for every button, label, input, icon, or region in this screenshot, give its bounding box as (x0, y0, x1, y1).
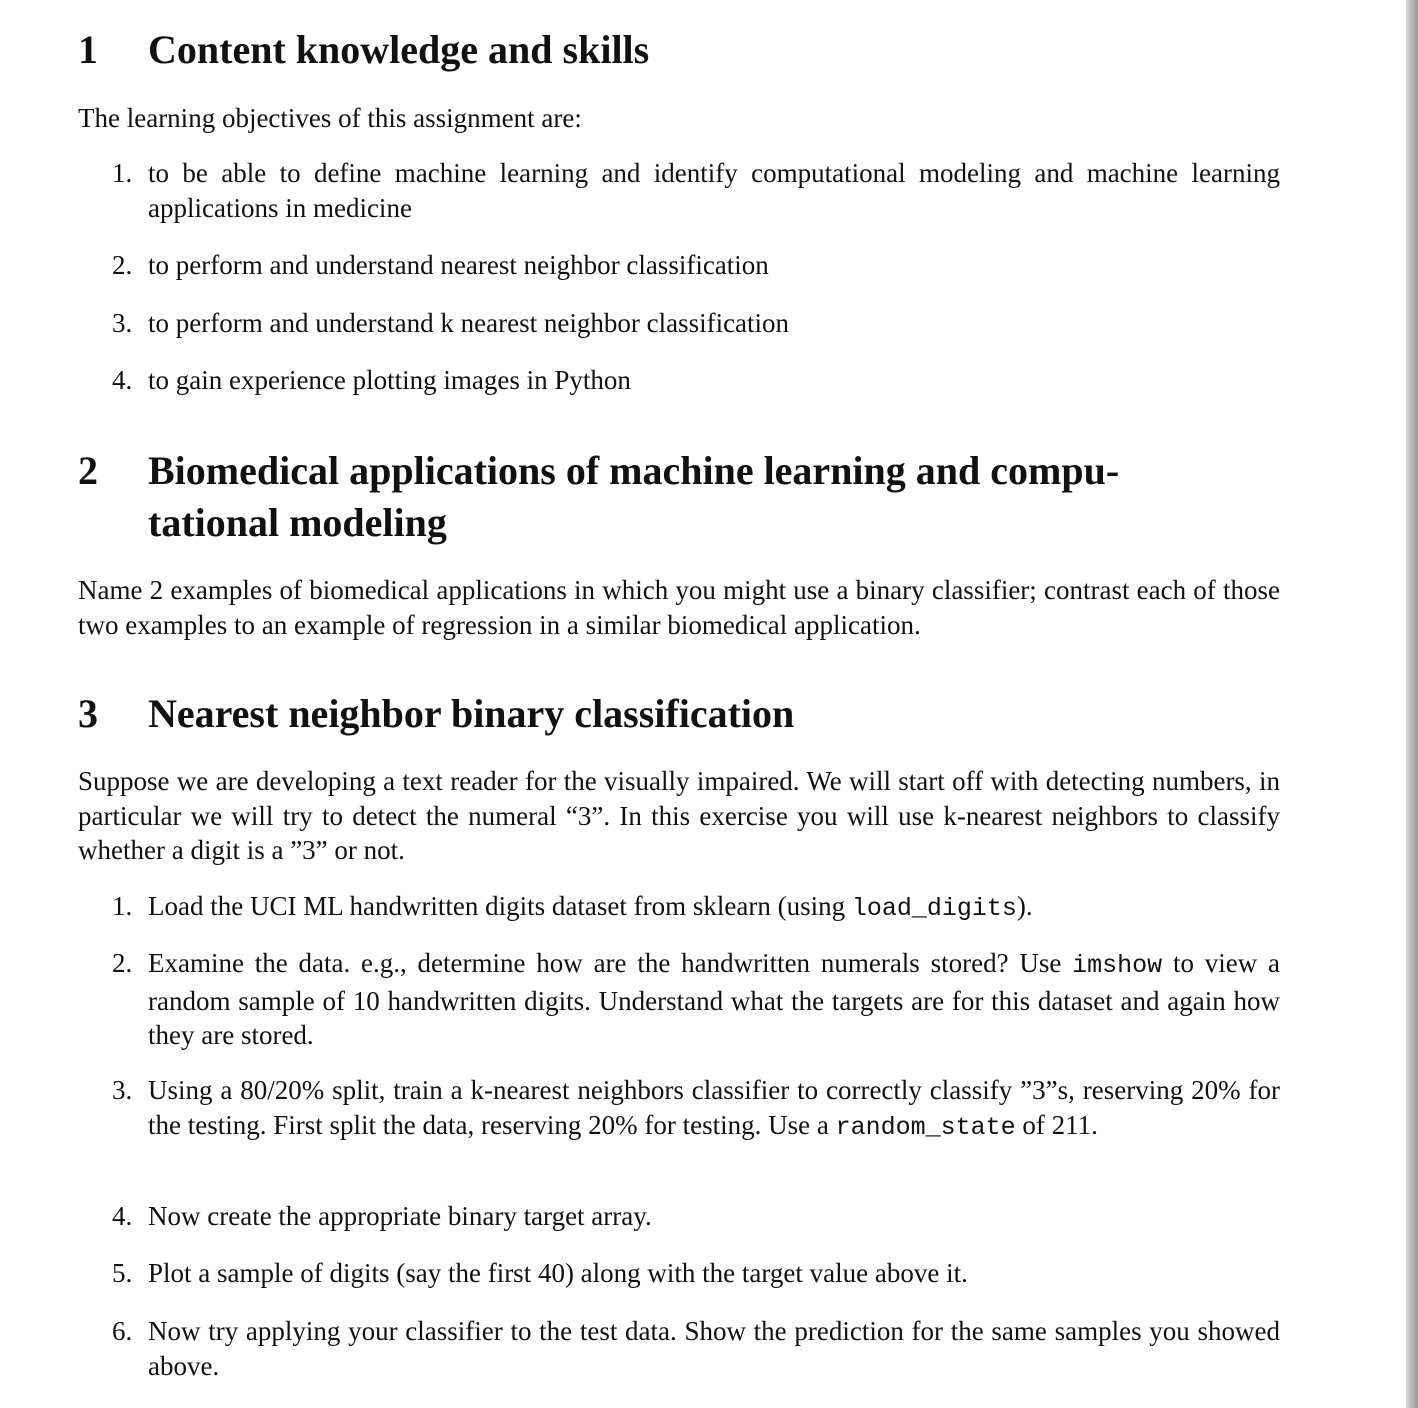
list-item (78, 306, 1280, 341)
list-item-marker: 3. (112, 1075, 133, 1105)
section-2-body: Name 2 examples of biomedical applications in which you might use a binary classifier; contrast each of those two examples to an example of regression in a similar biomedical application. (78, 575, 1280, 640)
section-2-title: Biomedical applications of machine learning and compu- tational modeling (148, 448, 1120, 545)
list-item-text: Load the UCI ML handwritten digits dataset from sklearn (using load_digits). (148, 891, 1033, 923)
list-item-marker: 1. (112, 158, 133, 188)
list-item-marker: 4. (112, 365, 133, 395)
list-item (78, 1073, 1280, 1145)
section-2-heading (78, 445, 1280, 549)
list-item-text: Examine the data. e.g., determine how are the handwritten numerals stored? Use imshow to view a random sample of 10 handwritten digits. Understand what the targets are for this dataset and again how they are stored. (148, 948, 1280, 1050)
list-item (78, 1256, 1280, 1291)
list-item (78, 1199, 1280, 1234)
section-3-title: Nearest neighbor binary classification (148, 691, 795, 736)
list-item-text: Using a 80/20% split, train a k-nearest neighbors classifier to correctly classify ”3”s, reserving 20% for the testing. First split the data, reserving 20% for testing. Use a random_state of 211. (148, 1075, 1280, 1142)
list-item-text: to perform and understand nearest neighbor classification (148, 250, 769, 280)
section-1-title: Content knowledge and skills (148, 27, 650, 72)
list-item-text: Now try applying your classifier to the test data. Show the prediction for the same samples you showed above. (148, 1316, 1280, 1381)
section-1-number: 1 (78, 27, 98, 72)
list-item-text: to be able to define machine learning and identify computational modeling and machine learning applications in medicine (148, 158, 1280, 223)
list-item-marker: 1. (112, 891, 133, 921)
list-item (78, 889, 1280, 927)
list-item (78, 248, 1280, 283)
section-1-heading (78, 24, 1280, 76)
list-item-marker: 4. (112, 1201, 133, 1231)
list-item (78, 1314, 1280, 1383)
list-item (78, 363, 1280, 398)
section-3-heading (78, 688, 1280, 740)
list-item-text: to perform and understand k nearest neighbor classification (148, 308, 790, 338)
list-item-text: Plot a sample of digits (say the first 40) along with the target value above it. (148, 1258, 968, 1288)
section-3-number: 3 (78, 691, 98, 736)
list-item-marker: 5. (112, 1258, 133, 1288)
code-imshow: imshow (1072, 951, 1163, 980)
section-3-intro: Suppose we are developing a text reader for the visually impaired. We will start off with detecting numbers, in particular we will try to detect the numeral “3”. In this exercise you will use k-nearest neighbors to classify whether a digit is a ”3” or not. (78, 766, 1280, 865)
code-load-digits: load_digits (851, 894, 1017, 923)
list-item-marker: 2. (112, 250, 133, 280)
section-1-intro: The learning objectives of this assignment are: (78, 103, 582, 133)
page-edge-shadow (1406, 0, 1418, 1408)
list-item-marker: 2. (112, 948, 133, 978)
list-item (78, 156, 1280, 225)
code-random-state: random_state (835, 1112, 1016, 1142)
list-item-marker: 3. (112, 308, 133, 338)
section-2-number: 2 (78, 448, 98, 493)
list-item-marker: 6. (112, 1316, 133, 1346)
list-item (78, 946, 1280, 1053)
list-item-text: to gain experience plotting images in Python (148, 365, 631, 395)
list-item-text: Now create the appropriate binary target array. (148, 1201, 652, 1231)
